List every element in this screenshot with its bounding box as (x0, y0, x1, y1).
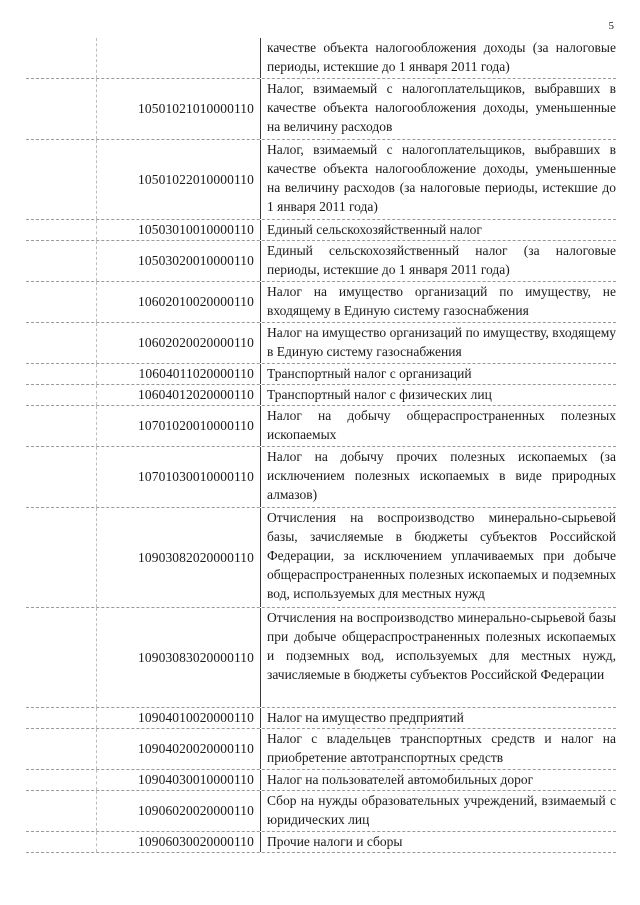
code-cell (97, 38, 261, 78)
table-row (26, 832, 616, 853)
code-cell: 10701030010000110 (97, 447, 261, 507)
code-cell: 10604012020000110 (97, 385, 261, 405)
code-cell: 10501022010000110 (97, 140, 261, 219)
table-row (26, 140, 616, 220)
code-cell: 10904030010000110 (97, 770, 261, 790)
description-cell: Отчисления на воспроизводство минерально-сырьевой базы при добыче общераспространенных полезных ископаемых и подземных вод, используемых для местных нужд, зачисляемые в бюджеты субъектов Российской Федерации (267, 610, 616, 682)
description-cell: Налог, взимаемый с налогоплательщиков, выбравших в качестве объекта налогообложения доходы, уменьшенные на величину расходов (267, 81, 616, 134)
table-row (26, 608, 616, 708)
description-cell: Отчисления на воспроизводство минерально-сырьевой базы, зачисляемые в бюджеты субъектов Российской Федерации, за исключением уплачиваемых при добыче общераспространенных полезных ископаемых и подземных вод, используемых для местных нужд (267, 510, 616, 601)
page-number: 5 (608, 20, 614, 32)
description-cell: Сбор на нужды образовательных учреждений, взимаемый с юридических лиц (267, 793, 616, 827)
table-row (26, 508, 616, 608)
code-cell: 10501021010000110 (97, 79, 261, 139)
description-cell: Налог с владельцев транспортных средств и налог на приобретение автотранспортных средств (267, 731, 616, 765)
description-cell: Налог на имущество организаций по имуществу, не входящему в Единую систему газоснабжения (267, 284, 616, 318)
table-row (26, 729, 616, 770)
description-cell: Налог на имущество организаций по имуществу, входящему в Единую систему газоснабжения (267, 325, 616, 359)
description-cell: Налог на добычу общераспространенных полезных ископаемых (267, 408, 616, 442)
table-row (26, 220, 616, 241)
tax-codes-table (26, 38, 616, 853)
code-cell: 10602010020000110 (97, 282, 261, 322)
table-row (26, 241, 616, 282)
code-cell: 10503010010000110 (97, 220, 261, 240)
table-row (26, 323, 616, 364)
code-cell: 10906030020000110 (97, 832, 261, 852)
description-cell: Транспортный налог с физических лиц (267, 387, 492, 402)
code-cell: 10701020010000110 (97, 406, 261, 446)
description-cell: Единый сельскохозяйственный налог (267, 222, 482, 237)
table-row (26, 38, 616, 79)
description-cell: Налог, взимаемый с налогоплательщиков, выбравших в качестве объекта налогообложение доходы, уменьшенные на величину расходов (за налоговые периоды, истекшие до 1 января 2011 года) (267, 142, 616, 214)
code-cell: 10602020020000110 (97, 323, 261, 363)
table-row (26, 364, 616, 385)
description-cell: Налог на добычу прочих полезных ископаемых (за исключением полезных ископаемых в виде природных алмазов) (267, 449, 616, 502)
description-cell: Налог на пользователей автомобильных дорог (267, 772, 534, 787)
code-cell: 10906020020000110 (97, 791, 261, 831)
code-cell: 10903083020000110 (97, 608, 261, 707)
table-row (26, 406, 616, 447)
code-cell: 10904020020000110 (97, 729, 261, 769)
table-row (26, 447, 616, 508)
code-cell: 10503020010000110 (97, 241, 261, 281)
code-cell: 10903082020000110 (97, 508, 261, 607)
description-cell: Налог на имущество предприятий (267, 710, 464, 725)
code-cell: 10604011020000110 (97, 364, 261, 384)
table-row (26, 79, 616, 140)
table-row (26, 770, 616, 791)
description-cell: качестве объекта налогообложения доходы (за налоговые периоды, истекшие до 1 января 2011 года) (267, 40, 616, 74)
description-cell: Единый сельскохозяйственный налог (за налоговые периоды, истекшие до 1 января 2011 года) (267, 243, 616, 277)
table-row (26, 282, 616, 323)
code-cell: 10904010020000110 (97, 708, 261, 728)
table-row (26, 708, 616, 729)
table-row (26, 385, 616, 406)
description-cell: Прочие налоги и сборы (267, 834, 403, 849)
description-cell: Транспортный налог с организаций (267, 366, 472, 381)
table-row (26, 791, 616, 832)
